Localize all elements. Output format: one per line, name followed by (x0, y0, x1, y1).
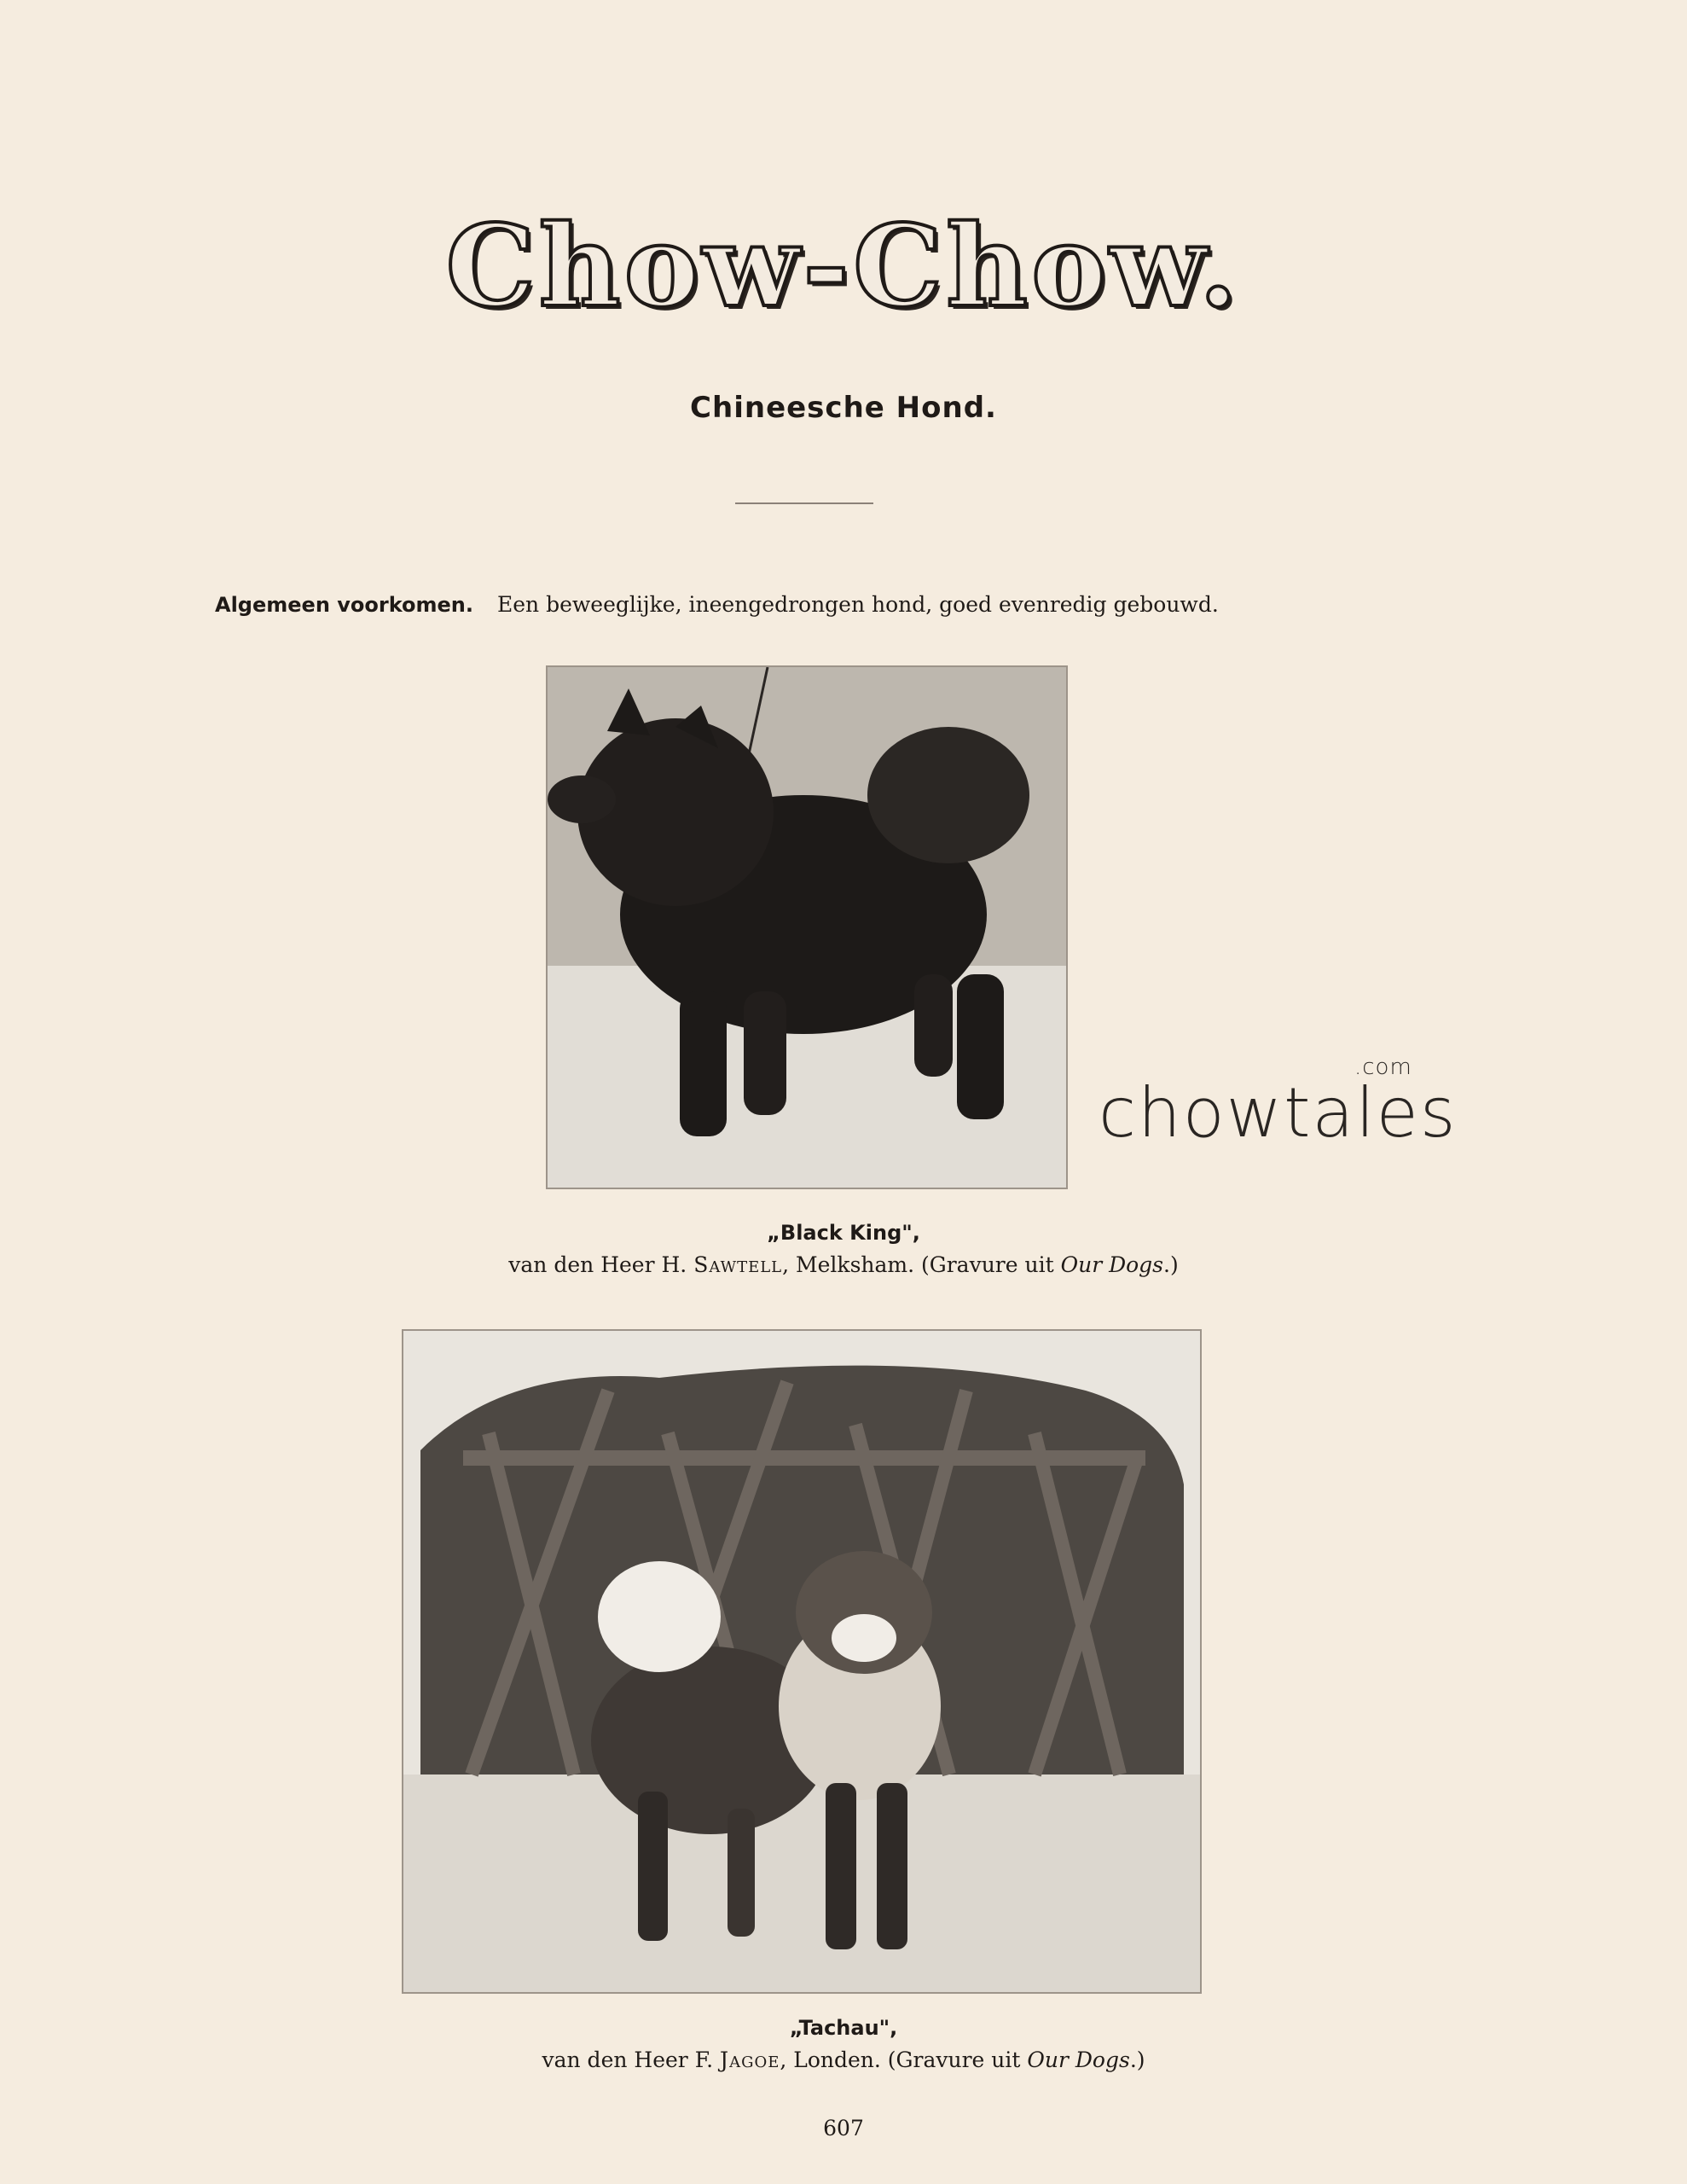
photo-tachau (402, 1329, 1202, 1994)
credit-prefix: van den Heer F. (542, 2048, 721, 2072)
credit-middle: , Melksham. (Gravure uit (782, 1252, 1061, 1277)
chow-fence-illustration (403, 1331, 1200, 1992)
photo-black-king (546, 665, 1068, 1189)
credit-owner: Jagoe (720, 2048, 780, 2072)
intro-text: Een beweeglijke, ineengedrongen hond, goed evenredig gebouwd. (497, 592, 1219, 617)
page-number: 607 (823, 2116, 864, 2140)
black-chow-illustration (548, 667, 1066, 1188)
credit-source: Our Dogs (1027, 2048, 1130, 2072)
caption-tachau (0, 2012, 1687, 2077)
credit-prefix: van den Heer H. (508, 1252, 694, 1277)
caption-credit (0, 1249, 1687, 1281)
watermark-main: chowtales (1099, 1073, 1458, 1153)
watermark-suffix: .com (1354, 1054, 1412, 1080)
page-title: Chow-Chow. (445, 200, 1242, 333)
caption-dog-name: „Tachau", (789, 2016, 898, 2040)
page-subtitle: Chineesche Hond. (690, 391, 997, 425)
credit-middle: , Londen. (Gravure uit (780, 2048, 1028, 2072)
intro-paragraph (215, 592, 1494, 617)
caption-credit (0, 2044, 1687, 2077)
credit-suffix: .) (1163, 1252, 1179, 1277)
credit-suffix: .) (1129, 2048, 1145, 2072)
caption-black-king (0, 1217, 1687, 1281)
credit-source: Our Dogs (1060, 1252, 1164, 1277)
caption-dog-name: „Black King", (767, 1221, 920, 1245)
divider-rule (735, 502, 873, 504)
intro-term: Algemeen voorkomen. (215, 593, 474, 617)
credit-owner: Sawtell (693, 1252, 783, 1277)
watermark (1099, 1054, 1458, 1153)
